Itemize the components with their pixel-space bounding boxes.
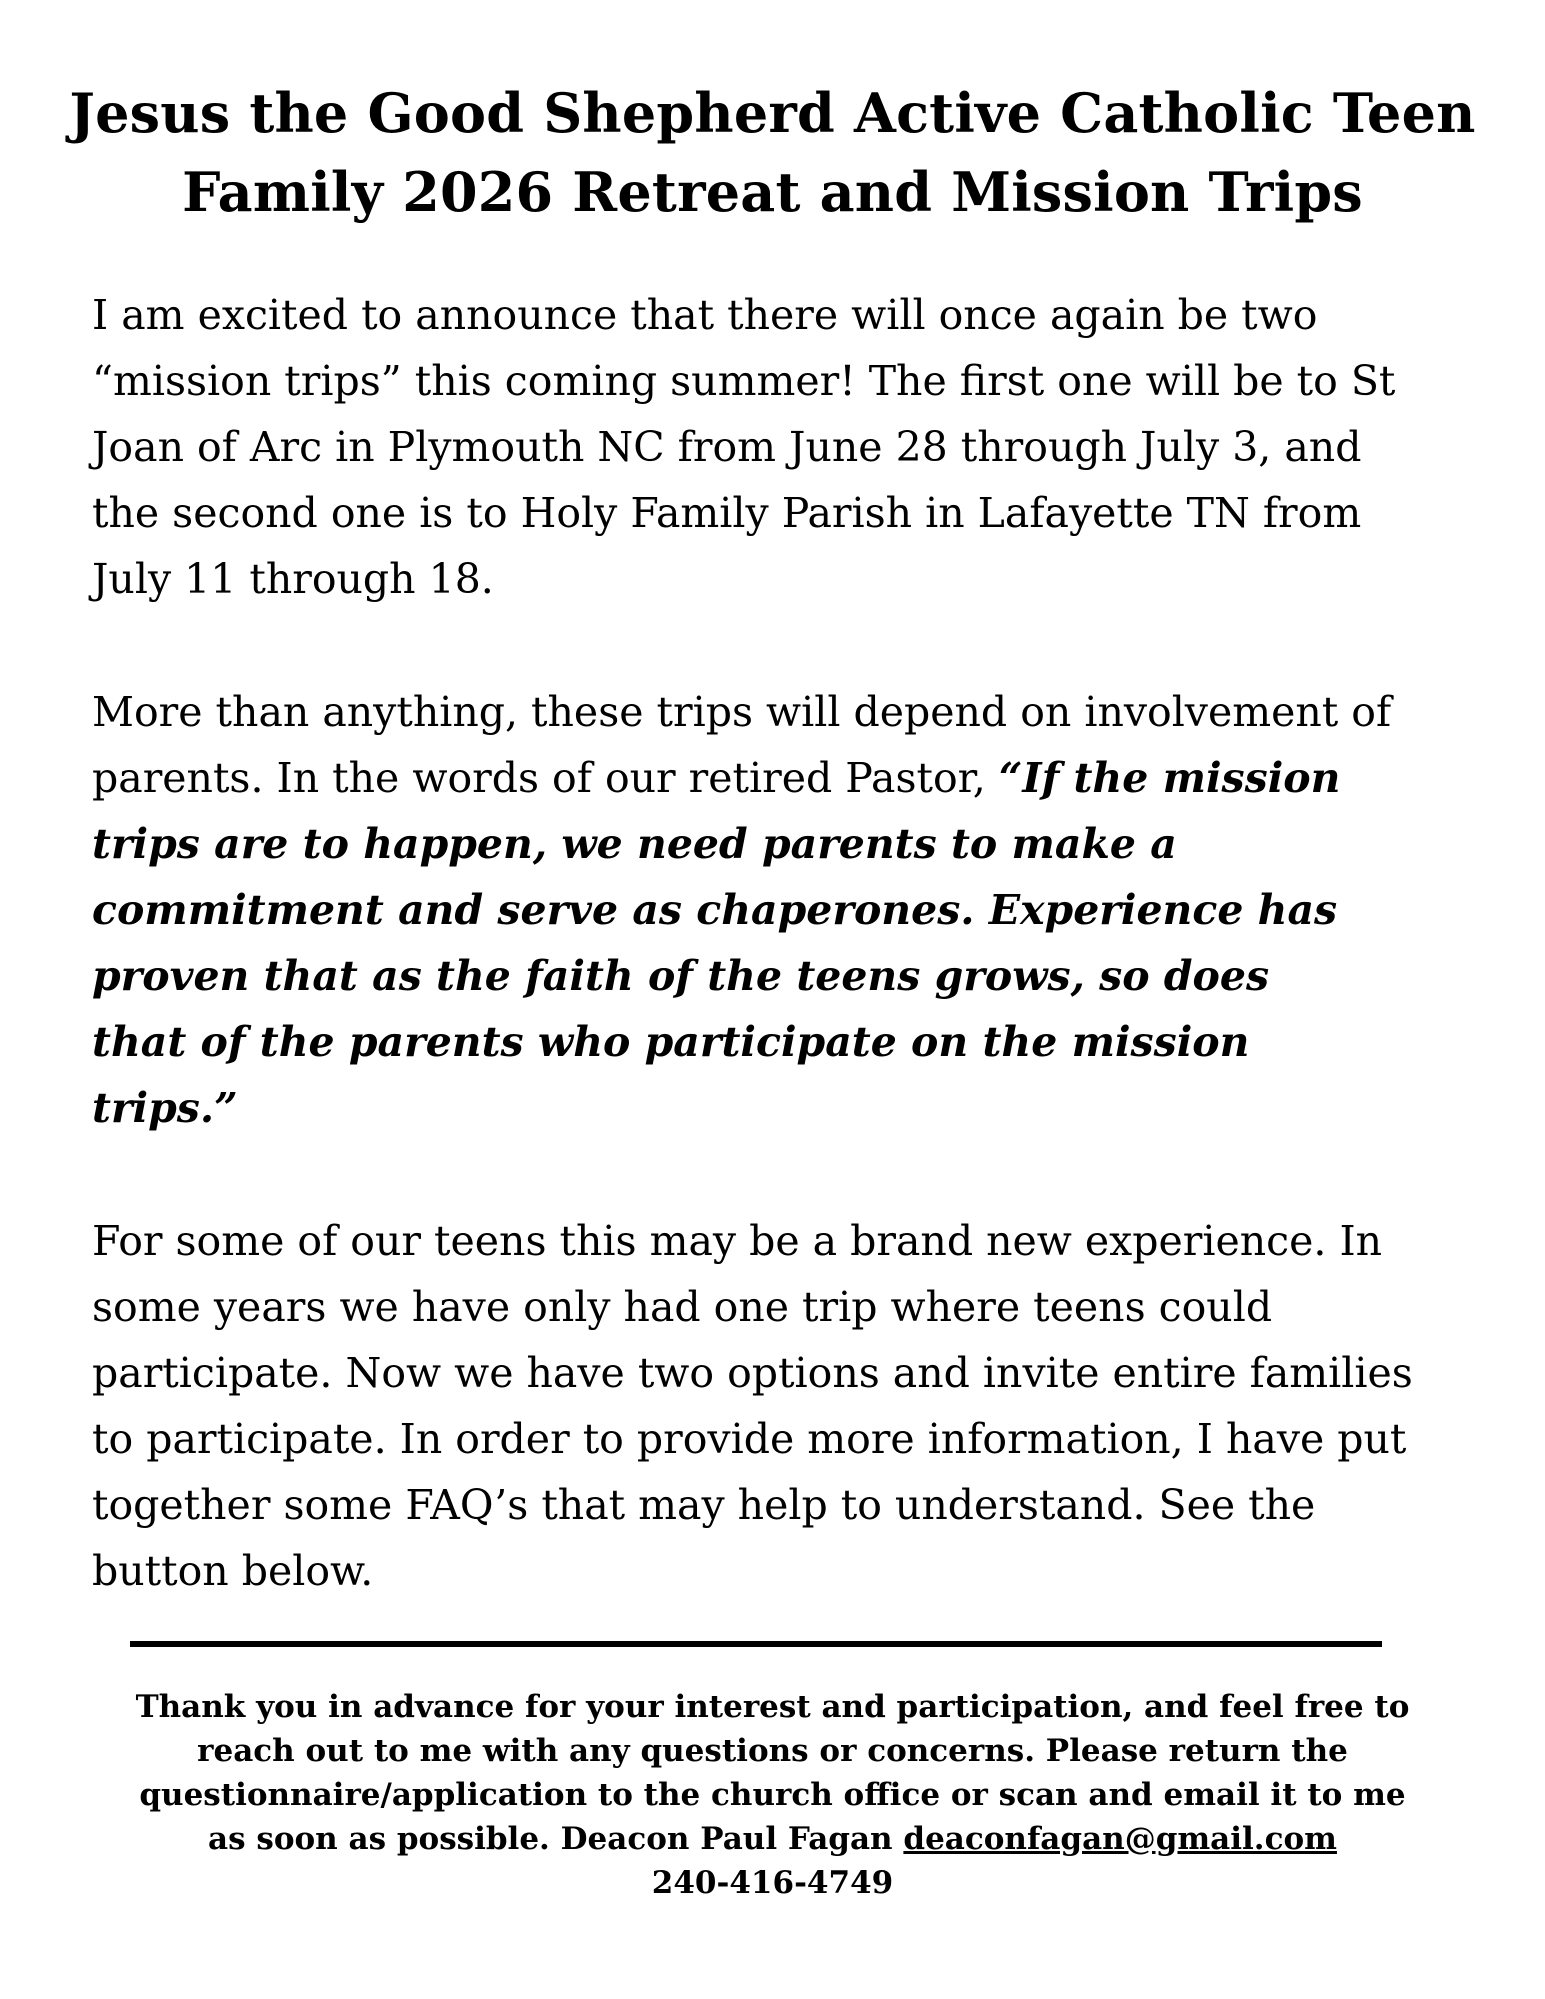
divider: [130, 1641, 1382, 1647]
paragraph-line: participate. Now we have two options and invite entire families: [92, 1349, 1413, 1397]
pastor-quote-start: “If the mission: [998, 754, 1341, 802]
pastor-quote-line: proven that as the faith of the teens grows, so does: [92, 952, 1270, 1000]
paragraph-line: “mission trips” this coming summer! The first one will be to St: [92, 357, 1396, 405]
paragraph-line: July 11 through 18.: [92, 555, 494, 603]
footer-text: as soon as possible. Deacon Paul Fagan: [208, 1821, 904, 1857]
paragraph-line: to participate. In order to provide more information, I have put: [92, 1415, 1407, 1463]
title-line-2: Family 2026 Retreat and Mission Trips: [182, 160, 1363, 224]
parents-paragraph: [92, 679, 1502, 1141]
title-line-1: Jesus the Good Shepherd Active Catholic Teen: [69, 81, 1476, 145]
paragraph-line: the second one is to Holy Family Parish in Lafayette TN from: [92, 489, 1362, 537]
paragraph-line: button below.: [92, 1547, 374, 1595]
faq-paragraph: [92, 1208, 1502, 1604]
pastor-quote-line: trips are to happen, we need parents to make a: [92, 820, 1177, 868]
paragraph-line: together some FAQ’s that may help to understand. See the: [92, 1481, 1316, 1529]
paragraph-line: More than anything, these trips will depend on involvement of: [92, 688, 1392, 736]
footer-line: Thank you in advance for your interest and participation, and feel free to: [135, 1689, 1410, 1725]
phone-number: 240-416-4749: [651, 1865, 894, 1901]
contact-footer: [60, 1685, 1485, 1905]
paragraph-line: For some of our teens this may be a brand new experience. In: [92, 1217, 1383, 1265]
email-link[interactable]: deaconfagan@gmail.com: [903, 1821, 1337, 1857]
footer-line: reach out to me with any questions or concerns. Please return the: [197, 1733, 1348, 1769]
pastor-quote-line: trips.”: [92, 1084, 238, 1132]
announcement-paragraph: [92, 282, 1502, 612]
footer-line: [60, 1817, 1485, 1861]
pastor-quote-line: that of the parents who participate on the mission: [92, 1018, 1250, 1066]
paragraph-text: parents. In the words of our retired Pastor,: [92, 754, 999, 802]
page-title: [30, 74, 1515, 232]
paragraph-line: [92, 745, 1502, 811]
paragraph-line: some years we have only had one trip where teens could: [92, 1283, 1273, 1331]
footer-line: questionnaire/application to the church office or scan and email it to me: [139, 1777, 1406, 1813]
paragraph-line: I am excited to announce that there will once again be two: [92, 291, 1318, 339]
pastor-quote-line: commitment and serve as chaperones. Experience has: [92, 886, 1338, 934]
paragraph-line: Joan of Arc in Plymouth NC from June 28 through July 3, and: [92, 423, 1362, 471]
